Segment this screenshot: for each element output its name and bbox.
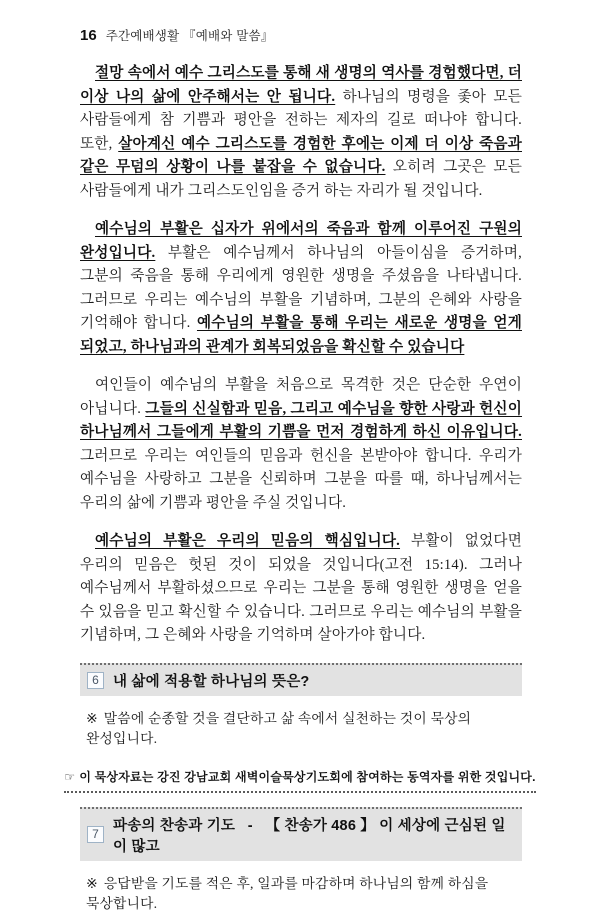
emphasis-text: 예수님의 부활을 통해 우리는 새로운 생명을 얻게 되었고, 하나님과의 관계가 회복되었음을 확신할 수 있습니다 (80, 315, 522, 355)
section-application (80, 663, 522, 747)
page-number: 16 (80, 27, 97, 44)
body-text: 오히려 그곳은 모든 사람들에게 내가 그리스도인임을 증거 하는 자리가 될 것입니다. (80, 159, 522, 199)
paragraph-1 (80, 62, 522, 203)
section-number-badge: 6 (87, 672, 104, 689)
footer (0, 768, 600, 793)
body-text: 그러므로 우리는 여인들의 믿음과 헌신을 본받아야 합니다. 우리가 예수님을 사랑하고 그분을 신뢰하며 그분을 따를 때, 하나님께서는 우리의 삶에 기쁨과 평안을 주실 것입니다. (80, 447, 522, 511)
emphasis-text: 예수님의 부활은 우리의 믿음의 핵심입니다. (95, 533, 401, 549)
body-text: 부활이 없었다면 우리의 믿음은 헛된 것이 되었을 것입니다(고전 15:14). 그러나 예수님께서 부활하셨으므로 우리는 그분을 통해 영원한 생명을 얻을 수 있음을 믿고 확신할 수 있습니다. 그러므로 우리는 예수님의 부활을 기념하며, 그 은혜와 사랑을 기억하며 살아가야 합니다. (80, 533, 522, 643)
footer-note (64, 768, 535, 793)
section-title: 내 삶에 적용할 하나님의 뜻은? (113, 673, 310, 690)
emphasis-text: 그들의 신실함과 믿음, 그리고 예수님을 향한 사랑과 헌신이 하나님께서 그들에게 부활의 기쁨을 먼저 경험하게 하신 이유입니다. (80, 400, 523, 440)
paragraph-4 (80, 530, 522, 648)
emphasis-text: 절망 속에서 예수 그리스도를 통해 새 생명의 역사를 경험했다면, 더 이상 나의 삶에 안주해서는 안 됩니다. (80, 65, 522, 105)
reference-mark-icon: ※ (86, 710, 98, 726)
running-header (80, 26, 522, 44)
emphasis-text: 예수님의 부활은 십자가 위에서의 죽음과 함께 이루어진 구원의 완성입니다. (80, 221, 522, 261)
section-note (86, 872, 522, 912)
section-header-bar (80, 663, 522, 696)
note-text: 말씀에 순종할 것을 결단하고 삶 속에서 실천하는 것이 묵상의 완성입니다. (86, 710, 472, 746)
booklet-title: 주간예배생활 『예배와 말씀』 (105, 29, 274, 43)
section-number-badge: 7 (87, 826, 104, 843)
pointing-hand-icon: ☞ (64, 770, 76, 784)
section-closing-hymn (80, 807, 522, 912)
footer-text: 이 묵상자료는 강진 강남교회 새벽이슬묵상기도회에 참여하는 동역자를 위한 것입니다. (79, 770, 536, 784)
section-title: 파송의 찬송과 기도 - 【 찬송가 486 】 이 세상에 근심된 일이 많고 (113, 817, 506, 855)
paragraph-2 (80, 218, 522, 359)
body-text: 부활은 예수님께서 하나님의 아들이심을 증거하며, 그분의 죽음을 통해 우리에게 영원한 생명을 주셨음을 나타냅니다. 그러므로 우리는 예수님의 부활을 기념하며, 그분의 은혜와 사랑을 기억해야 합니다. (80, 244, 522, 331)
emphasis-text: 살아계신 예수 그리스도를 경험한 후에는 이제 더 이상 죽음과 같은 무덤의 상황이 나를 붙잡을 수 없습니다. (80, 135, 522, 175)
reference-mark-icon: ※ (86, 875, 98, 891)
body-text: 하나님의 명령을 좇아 모든 사람들에게 참 기쁨과 평안을 전하는 제자의 길로 떠나야 합니다. 또한, (80, 88, 522, 152)
note-text: 응답받을 기도를 적은 후, 일과를 마감하며 하나님의 함께 하심을 묵상합니다. (86, 875, 489, 911)
body-text: 여인들이 예수님의 부활을 처음으로 목격한 것은 단순한 우연이 아닙니다. (80, 377, 522, 417)
paragraph-3 (80, 374, 522, 515)
section-header-bar (80, 807, 522, 861)
section-note (86, 707, 522, 747)
